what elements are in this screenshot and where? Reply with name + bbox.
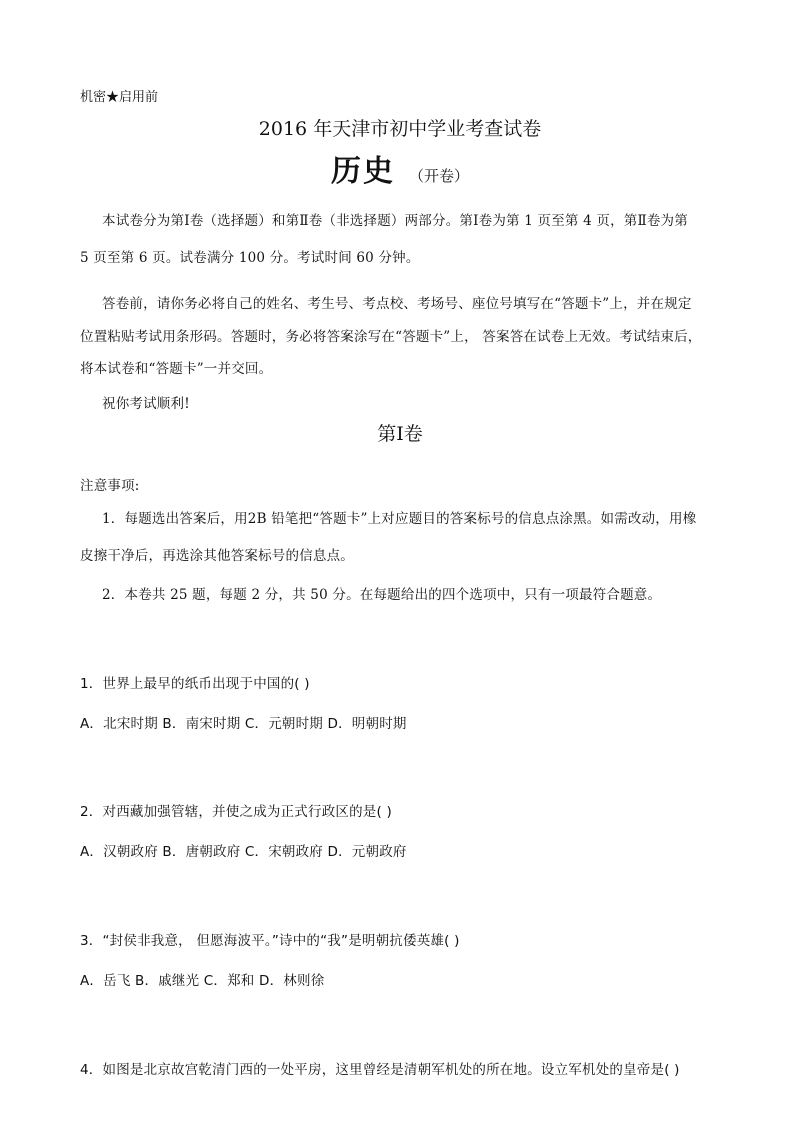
intro-line-1: 本试卷分为第Ⅰ卷（选择题）和第Ⅱ卷（非选择题）两部分。第Ⅰ卷为第 1 页至第 4 页，第Ⅱ卷为第 bbox=[102, 213, 688, 229]
question-2-stem: 2．对西藏加强管辖，并使之成为正式行政区的是( ) bbox=[80, 804, 392, 820]
subject-name: 历史 bbox=[330, 154, 395, 189]
good-luck-text: 祝你考试顺利! bbox=[102, 396, 190, 412]
notes-item-1-line-2: 皮擦干净后，再选涂其他答案标号的信息点。 bbox=[80, 548, 354, 564]
subject-heading bbox=[0, 146, 800, 190]
notes-item-2: 2．本卷共 25 题，每题 2 分，共 50 分。在每题给出的四个选项中，只有一项最符合题意。 bbox=[102, 587, 662, 603]
notes-item-1-line-1: 1．每题选出答案后，用2B 铅笔把“答题卡”上对应题目的答案标号的信息点涂黑。如需改动，用橡 bbox=[102, 511, 697, 527]
section-title: 第Ⅰ卷 bbox=[377, 423, 423, 445]
exam-title: 2016 年天津市初中学业考查试卷 bbox=[258, 118, 542, 140]
subject-note: （开卷） bbox=[408, 167, 469, 185]
question-3-stem: 3．“封侯非我意， 但愿海波平。”诗中的“我”是明朝抗倭英雄( ) bbox=[80, 933, 460, 949]
question-3-options: A．岳飞 B．戚继光 C．郑和 D．林则徐 bbox=[80, 973, 325, 989]
intro-line-2: 5 页至第 6 页。试卷满分 100 分。考试时间 60 分钟。 bbox=[80, 250, 420, 266]
question-1-stem: 1．世界上最早的纸币出现于中国的( ) bbox=[80, 676, 310, 692]
question-1-options: A．北宋时期 B．南宋时期 C．元朝时期 D．明朝时期 bbox=[80, 716, 407, 732]
instructions-line-2: 位置粘贴考试用条形码。答题时，务必将答案涂写在“答题卡”上， 答案答在试卷上无效。考试结束后， bbox=[80, 329, 702, 345]
question-2-options: A．汉朝政府 B．唐朝政府 C．宋朝政府 D．元朝政府 bbox=[80, 844, 407, 860]
instructions-line-3: 将本试卷和“答题卡”一并交回。 bbox=[80, 361, 273, 377]
confidential-label: 机密★启用前 bbox=[80, 90, 159, 105]
instructions-line-1: 答卷前，请你务必将自己的姓名、考生号、考点校、考场号、座位号填写在“答题卡”上，并在规定 bbox=[102, 296, 692, 312]
question-4-stem: 4．如图是北京故宫乾清门西的一处平房，这里曾经是清朝军机处的所在地。设立军机处的皇帝是( ) bbox=[80, 1062, 680, 1078]
notes-heading: 注意事项: bbox=[80, 478, 140, 494]
